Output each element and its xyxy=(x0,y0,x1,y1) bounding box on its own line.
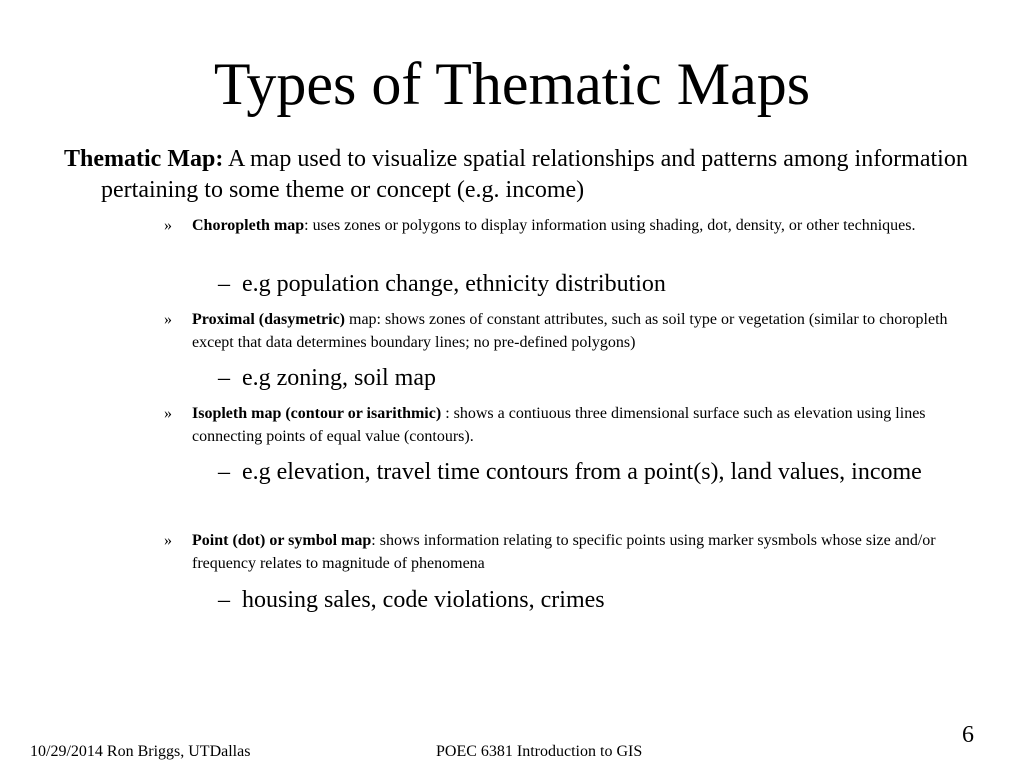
bullet-marker: » xyxy=(164,532,172,549)
bullet-marker: » xyxy=(164,405,172,422)
definition-paragraph xyxy=(64,144,1001,206)
example-text: e.g population change, ethnicity distribution xyxy=(242,271,666,297)
example-dash: – xyxy=(218,587,230,613)
example-proximal xyxy=(218,362,978,395)
example-isopleth xyxy=(218,456,978,489)
example-point-symbol xyxy=(218,584,978,617)
bullet-text: : shows a contiuous three dimensional surface such as elevation using lines connecting points of equal value (contours). xyxy=(192,405,926,445)
bullet-term: Point (dot) or symbol map xyxy=(192,532,372,549)
example-dash: – xyxy=(218,271,230,297)
definition-term: Thematic Map: xyxy=(64,146,224,172)
bullet-text: map: shows zones of constant attributes, such as soil type or vegetation (similar to choropleth except that data determines boundary lines; no pre-defined polygons) xyxy=(192,311,948,351)
bullet-term: Choropleth map xyxy=(192,217,305,234)
bullet-text: : shows information relating to specific points using marker sysmbols whose size and/or frequency relates to magnitude of phenomena xyxy=(192,532,936,572)
slide-number: 6 xyxy=(962,722,974,748)
bullet-marker: » xyxy=(164,311,172,328)
definition-text: A map used to visualize spatial relationships and patterns among information pertaining to some theme or concept (e.g. income) xyxy=(101,146,968,203)
example-text: e.g zoning, soil map xyxy=(242,365,436,391)
example-dash: – xyxy=(218,365,230,391)
example-text: housing sales, code violations, crimes xyxy=(242,587,605,613)
footer-date-author: 10/29/2014 Ron Briggs, UTDallas xyxy=(30,743,251,760)
bullet-marker: » xyxy=(164,217,172,234)
example-dash: – xyxy=(218,459,230,485)
slide-title: Types of Thematic Maps xyxy=(213,51,811,117)
footer-course: POEC 6381 Introduction to GIS xyxy=(436,743,643,760)
bullet-term: Proximal (dasymetric) xyxy=(192,311,345,328)
bullet-isopleth xyxy=(164,402,974,448)
bullet-choropleth xyxy=(164,214,974,237)
bullet-proximal xyxy=(164,308,974,354)
bullet-term: Isopleth map (contour or isarithmic) xyxy=(192,405,442,422)
example-text: e.g elevation, travel time contours from a point(s), land values, income xyxy=(242,459,922,485)
bullet-text: : uses zones or polygons to display information using shading, dot, density, or other techniques. xyxy=(304,217,916,234)
example-choropleth xyxy=(218,268,978,301)
bullet-point-symbol xyxy=(164,529,974,575)
